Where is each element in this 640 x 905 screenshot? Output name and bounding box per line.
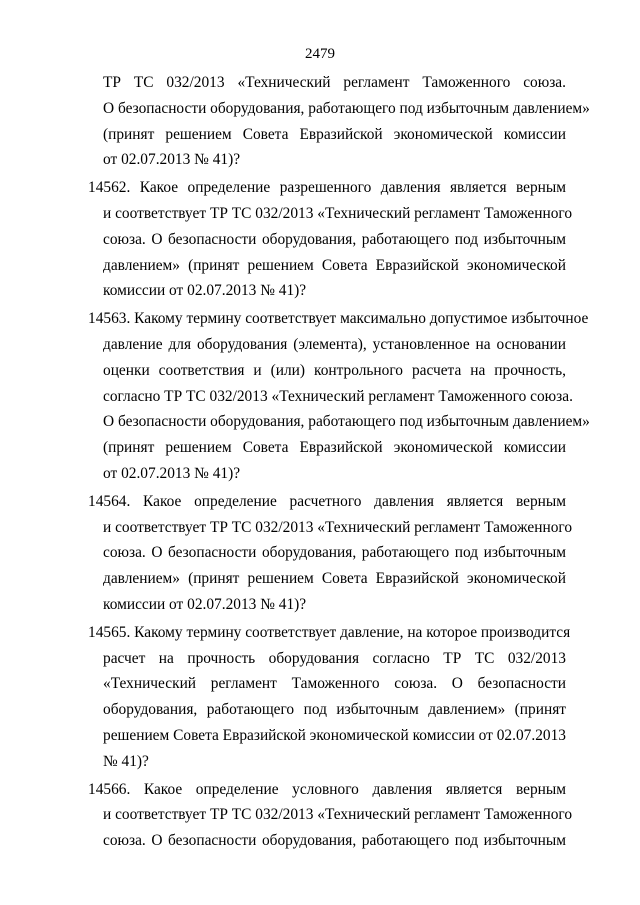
- text-line: комиссии от 02.07.2013 № 41)?: [103, 282, 307, 300]
- intro-paragraph: [88, 70, 590, 173]
- text-line: от 02.07.2013 № 41)?: [103, 151, 241, 169]
- text-line: (принят решением Совета Евразийской экономической комиссии: [103, 125, 566, 143]
- document-body: [88, 70, 590, 854]
- text-line: (принят решением Совета Евразийской экономической комиссии: [103, 439, 566, 457]
- question-item-14562: [88, 175, 573, 304]
- text-line: 14565. Какому термину соответствует давление, на которое производится: [88, 623, 571, 641]
- text-line: О безопасности оборудования, работающего под избыточным давлением»: [103, 413, 590, 431]
- question-item-14565: [88, 620, 571, 775]
- text-line: оборудования, работающего под избыточным давлением» (принят: [103, 701, 566, 719]
- text-line: союза. О безопасности оборудования, работающего под избыточным: [103, 230, 566, 248]
- text-line: 14562. Какое определение разрешенного давления является верным: [88, 179, 566, 197]
- text-line: и соответствует ТР ТС 032/2013 «Технический регламент Таможенного: [103, 806, 573, 824]
- text-line: и соответствует ТР ТС 032/2013 «Технический регламент Таможенного: [103, 518, 573, 536]
- question-item-14566: [88, 777, 573, 854]
- page-number: 2479: [305, 46, 335, 62]
- text-line: «Технический регламент Таможенного союза. О безопасности: [103, 675, 566, 693]
- text-line: 14563. Какому термину соответствует максимально допустимое избыточное: [88, 310, 589, 328]
- text-line: решением Совета Евразийской экономической комиссии от 02.07.2013: [103, 726, 566, 744]
- question-item-14563: [88, 306, 590, 487]
- text-line: оценки соответствия и (или) контрольного расчета на прочность,: [103, 361, 566, 379]
- text-line: давление для оборудования (элемента), установленное на основании: [103, 335, 566, 353]
- text-line: союза. О безопасности оборудования, работающего под избыточным: [103, 832, 566, 850]
- text-line: № 41)?: [103, 752, 149, 770]
- text-line: союза. О безопасности оборудования, работающего под избыточным: [103, 544, 566, 562]
- text-line: комиссии от 02.07.2013 № 41)?: [103, 595, 307, 613]
- text-line: 14566. Какое определение условного давления является верным: [88, 780, 566, 798]
- text-line: от 02.07.2013 № 41)?: [103, 464, 241, 482]
- question-item-14564: [88, 489, 573, 618]
- text-line: ТР ТС 032/2013 «Технический регламент Таможенного союза.: [103, 74, 566, 91]
- text-line: О безопасности оборудования, работающего под избыточным давлением»: [103, 99, 590, 117]
- text-line: давлением» (принят решением Совета Евразийской экономической: [103, 256, 566, 274]
- text-line: и соответствует ТР ТС 032/2013 «Технический регламент Таможенного: [103, 204, 573, 222]
- text-line: согласно ТР ТС 032/2013 «Технический регламент Таможенного союза.: [103, 387, 573, 405]
- text-line: расчет на прочность оборудования согласно ТР ТС 032/2013: [103, 649, 566, 667]
- text-line: 14564. Какое определение расчетного давления является верным: [88, 492, 566, 510]
- text-line: давлением» (принят решением Совета Евразийской экономической: [103, 570, 566, 588]
